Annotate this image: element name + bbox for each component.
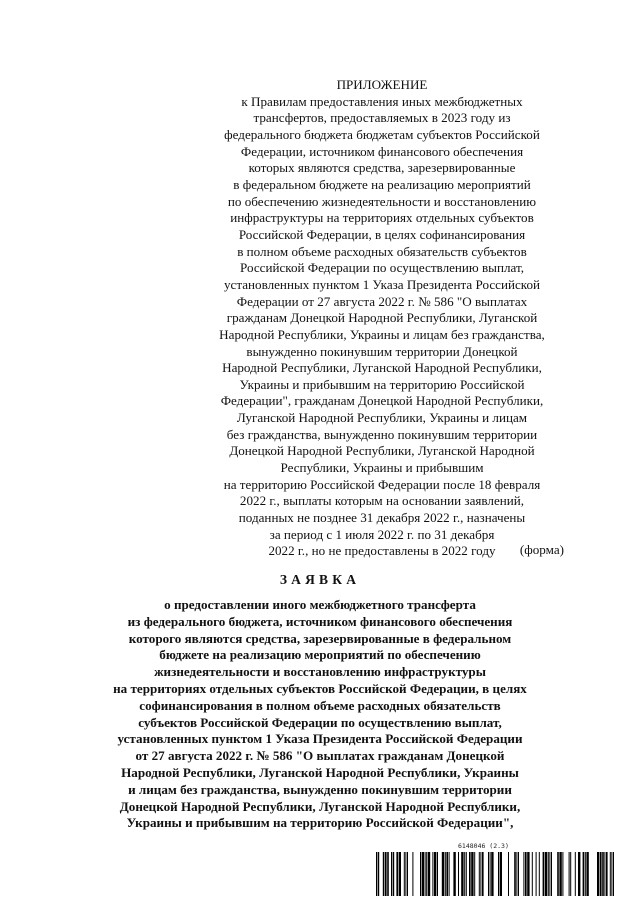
appendix-line: Народной Республики, Луганской Народной Республики, (222, 360, 542, 376)
subject-line: Донецкой Народной Республики, Луганской Народной Республики, (119, 798, 521, 814)
barcode-image (376, 852, 616, 896)
appendix-line: без гражданства, вынужденно покинувшим территории (226, 426, 538, 442)
subject-line: о предоставлении иного межбюджетного трансферта (164, 597, 476, 612)
appendix-line: Федерации", гражданам Донецкой Народной Республики, (220, 393, 544, 409)
appendix-line: к Правилам предоставления иных межбюджетных (241, 93, 523, 109)
appendix-line: 2022 г., но не предоставлены в 2022 году (268, 543, 496, 559)
subject-line: из федерального бюджета, источником финансового обеспечения (127, 613, 513, 629)
subject-line: Народной Республики, Луганской Народной Республики, Украины (121, 764, 519, 780)
subject-line: жизнедеятельности и восстановлению инфраструктуры (154, 664, 486, 680)
subject-line: и лицам без гражданства, вынужденно покинувшим территории (128, 781, 512, 797)
document-title: ЗАЯВКА (279, 572, 361, 587)
appendix-line: гражданам Донецкой Народной Республики, Луганской (226, 310, 538, 326)
appendix-line: Луганской Народной Республики, Украины и лицам (236, 410, 528, 426)
document-code: 6148046 (2.3) (458, 842, 509, 850)
appendix-line: Республики, Украины и прибывшим (280, 460, 484, 476)
appendix-line: инфраструктуры на территориях отдельных субъектов (230, 210, 534, 226)
appendix-line: в полном объеме расходных обязательств субъектов (237, 243, 527, 259)
document-subject (60, 597, 580, 832)
appendix-line: за период с 1 июля 2022 г. по 31 декабря (269, 526, 495, 542)
appendix-line: Украины и прибывшим на территорию Российской (239, 376, 525, 392)
appendix-header (196, 77, 568, 560)
appendix-line: вынужденно покинувшим территории Донецкой (246, 343, 518, 359)
appendix-line: Народной Республики, Украины и лицам без гражданства, (219, 326, 545, 342)
appendix-line: установленных пунктом 1 Указа Президента Российской (223, 276, 541, 292)
appendix-line: Российской Федерации, в целях софинансирования (238, 226, 526, 242)
appendix-line: Федерации от 27 августа 2022 г. № 586 "О выплатах (236, 293, 528, 309)
appendix-line: в федеральном бюджете на реализацию мероприятий (233, 176, 531, 192)
subject-line: от 27 августа 2022 г. № 586 "О выплатах гражданам Донецкой (135, 748, 505, 764)
appendix-line: федерального бюджета бюджетам субъектов Российской (224, 126, 540, 142)
appendix-line: трансфертов, предоставляемых в 2023 году из (253, 110, 511, 126)
subject-line: субъектов Российской Федерации по осуществлению выплат, (138, 714, 502, 730)
appendix-line: 2022 г., выплаты которым на основании заявлений, (239, 493, 525, 509)
appendix-line: Донецкой Народной Республики, Луганской Народной (229, 443, 535, 459)
subject-line: установленных пунктом 1 Указа Президента Российской Федерации (117, 731, 523, 747)
appendix-line: ПРИЛОЖЕНИЕ (336, 77, 428, 92)
appendix-line: на территорию Российской Федерации после 18 февраля (223, 476, 541, 492)
subject-line: Украины и прибывшим на территорию Российской Федерации", (126, 815, 514, 831)
appendix-line: по обеспечению жизнедеятельности и восстановлению (227, 193, 537, 209)
appendix-line: поданных не позднее 31 декабря 2022 г., назначены (238, 510, 526, 526)
subject-line: бюджете на реализацию мероприятий по обеспечению (159, 647, 481, 663)
subject-line: которого являются средства, зарезервированные в федеральном (128, 630, 512, 646)
appendix-line: Российской Федерации по осуществлению выплат, (240, 260, 524, 276)
appendix-line: Федерации, источником финансового обеспечения (240, 143, 524, 159)
subject-line: софинансирования в полном объеме расходных обязательств (139, 697, 501, 713)
form-label: (форма) (519, 542, 564, 557)
subject-line: на территориях отдельных субъектов Российской Федерации, в целях (113, 680, 527, 696)
appendix-line: которых являются средства, зарезервированные (248, 160, 516, 176)
